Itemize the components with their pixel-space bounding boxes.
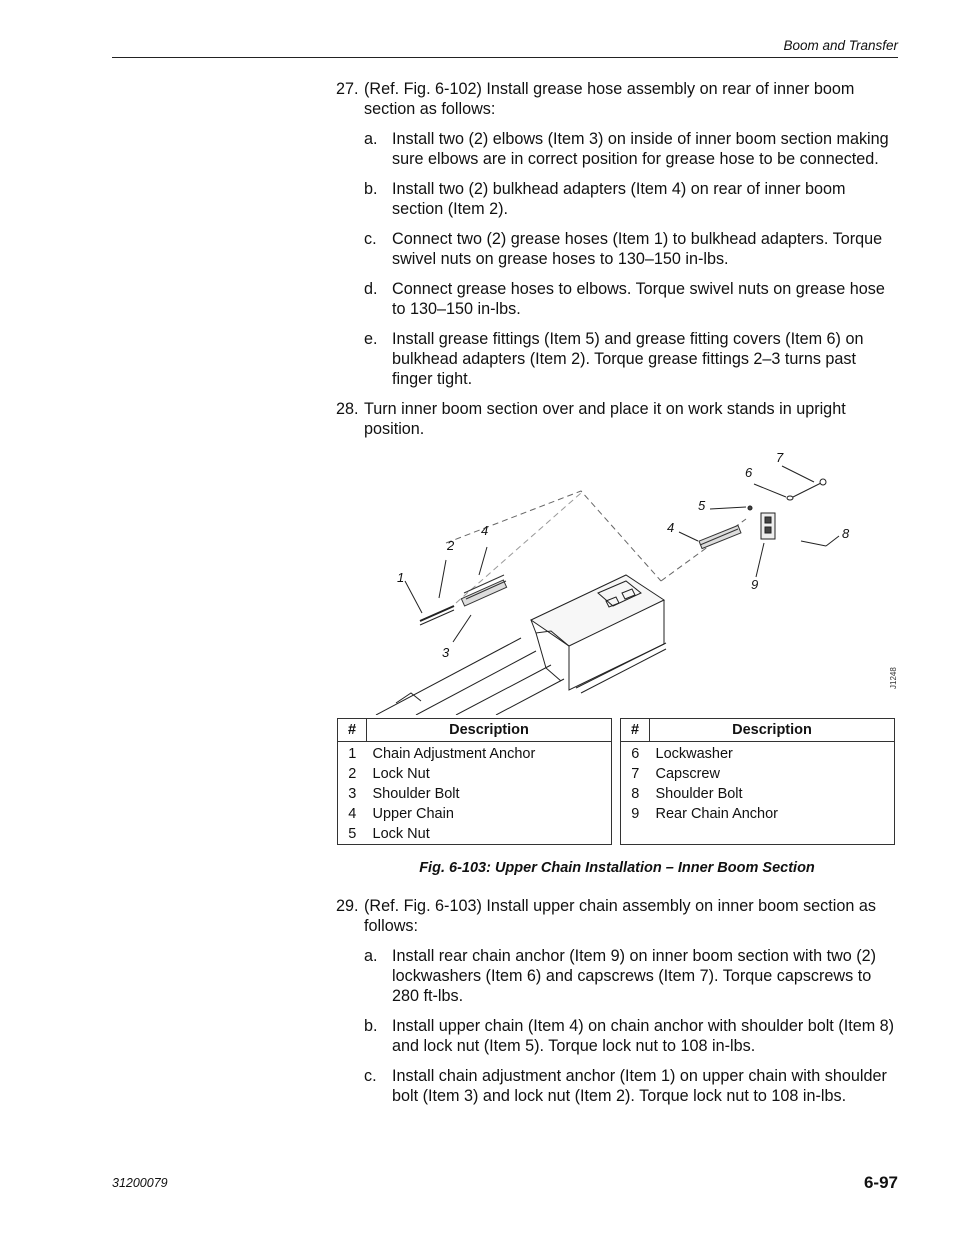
table-row [338, 742, 612, 765]
callout-4-left: 4 [481, 523, 489, 538]
item-number: 2 [348, 766, 357, 782]
running-header: Boom and Transfer [783, 38, 898, 53]
substep-text: Connect two (2) grease hoses (Item 1) to bulkhead adapters. Torque swivel nuts on grease hoses to 130–150 in-lbs. [392, 230, 883, 268]
table-row [621, 742, 895, 765]
item-description: Lockwasher [655, 746, 733, 762]
item-description: Shoulder Bolt [655, 786, 743, 802]
table-row [338, 764, 612, 784]
item-number: 6 [631, 746, 640, 762]
column-header-description: Description [650, 719, 895, 742]
item-number: 9 [631, 806, 640, 822]
substep-text: Connect grease hoses to elbows. Torque swivel nuts on grease hose to 130–150 in-lbs. [392, 280, 885, 318]
item-number: 8 [631, 786, 640, 802]
step-27 [336, 79, 898, 119]
table-row [338, 804, 612, 824]
callout-6: 6 [745, 465, 753, 480]
exploded-view-figure [336, 450, 898, 715]
table-row [338, 824, 612, 845]
substep-29c [336, 1066, 898, 1106]
substep-letter: b. [364, 1017, 378, 1035]
legend-table-left [337, 718, 612, 845]
column-header-number: # [338, 719, 367, 742]
callout-2: 2 [447, 538, 455, 553]
substep-text: Install rear chain anchor (Item 9) on inner boom section with two (2) lockwashers (Item 6) and capscrews (Item 7). Torque capscrews to 280 ft-lbs. [392, 947, 877, 1005]
parts-legend [336, 718, 898, 844]
step-number: 29. [336, 897, 359, 915]
legend-table-right [620, 718, 895, 845]
column-header-description: Description [367, 719, 612, 742]
substep-27a [336, 129, 898, 169]
table-row [621, 804, 895, 824]
substep-29b [336, 1016, 898, 1056]
substep-29a [336, 946, 898, 1006]
step-28 [336, 399, 898, 439]
item-number: 1 [348, 746, 357, 762]
substep-27b [336, 179, 898, 219]
figure-code: J1248 [889, 667, 898, 689]
step-number: 28. [336, 400, 359, 418]
step-29 [336, 896, 898, 936]
item-number: 4 [348, 806, 357, 822]
substep-letter: e. [364, 330, 378, 348]
substep-letter: c. [364, 1067, 377, 1085]
item-description: Shoulder Bolt [372, 786, 460, 802]
table-row [621, 784, 895, 804]
document-number: 31200079 [112, 1176, 168, 1190]
substep-text: Install chain adjustment anchor (Item 1) on upper chain with shoulder bolt (Item 3) and lock nut (Item 2). Torque lock nut to 108 in-lbs. [392, 1067, 887, 1105]
page-number: 6-97 [863, 1173, 898, 1192]
substep-text: Install grease fittings (Item 5) and grease fitting covers (Item 6) on bulkhead adapters (Item 2). Torque grease fittings 2–3 turns past finger tight. [392, 330, 864, 388]
item-description: Chain Adjustment Anchor [372, 746, 536, 762]
table-row [621, 824, 895, 845]
item-description: Rear Chain Anchor [655, 806, 779, 822]
callout-8: 8 [842, 526, 850, 541]
item-description: Upper Chain [372, 806, 454, 822]
page-content [336, 79, 898, 1116]
substep-letter: b. [364, 180, 378, 198]
item-description: Lock Nut [372, 766, 430, 782]
step-text: Turn inner boom section over and place it on work stands in upright position. [364, 400, 846, 438]
callout-4-right: 4 [667, 520, 675, 535]
figure-caption: Fig. 6-103: Upper Chain Installation – Inner Boom Section [419, 860, 815, 876]
table-row [621, 764, 895, 784]
step-number: 27. [336, 80, 359, 98]
item-description: Capscrew [655, 766, 720, 782]
boom-illustration [336, 453, 898, 715]
substep-letter: d. [364, 280, 378, 298]
column-header-number: # [621, 719, 650, 742]
substep-27c [336, 229, 898, 269]
callout-5: 5 [698, 498, 706, 513]
substep-letter: a. [364, 130, 378, 148]
callout-3: 3 [442, 645, 450, 660]
item-description: Lock Nut [372, 826, 430, 842]
table-row [338, 784, 612, 804]
substep-letter: c. [364, 230, 377, 248]
substep-text: Install two (2) bulkhead adapters (Item 4) on rear of inner boom section (Item 2). [392, 180, 846, 218]
item-number: 7 [631, 766, 640, 782]
callout-7: 7 [776, 450, 784, 465]
callout-9: 9 [751, 577, 759, 592]
substep-letter: a. [364, 947, 378, 965]
item-number: 3 [348, 786, 357, 802]
callout-1: 1 [397, 570, 405, 585]
step-text: (Ref. Fig. 6-102) Install grease hose assembly on rear of inner boom section as follows: [364, 80, 855, 118]
substep-27e [336, 329, 898, 389]
substep-text: Install two (2) elbows (Item 3) on inside of inner boom section making sure elbows are in correct position for grease hose to be connected. [392, 130, 889, 168]
item-number: 5 [348, 826, 357, 842]
step-text: (Ref. Fig. 6-103) Install upper chain assembly on inner boom section as follows: [364, 897, 876, 935]
header-divider [112, 57, 898, 58]
substep-text: Install upper chain (Item 4) on chain anchor with shoulder bolt (Item 8) and lock nut (Item 5). Torque lock nut to 108 in-lbs. [392, 1017, 895, 1055]
substep-27d [336, 279, 898, 319]
